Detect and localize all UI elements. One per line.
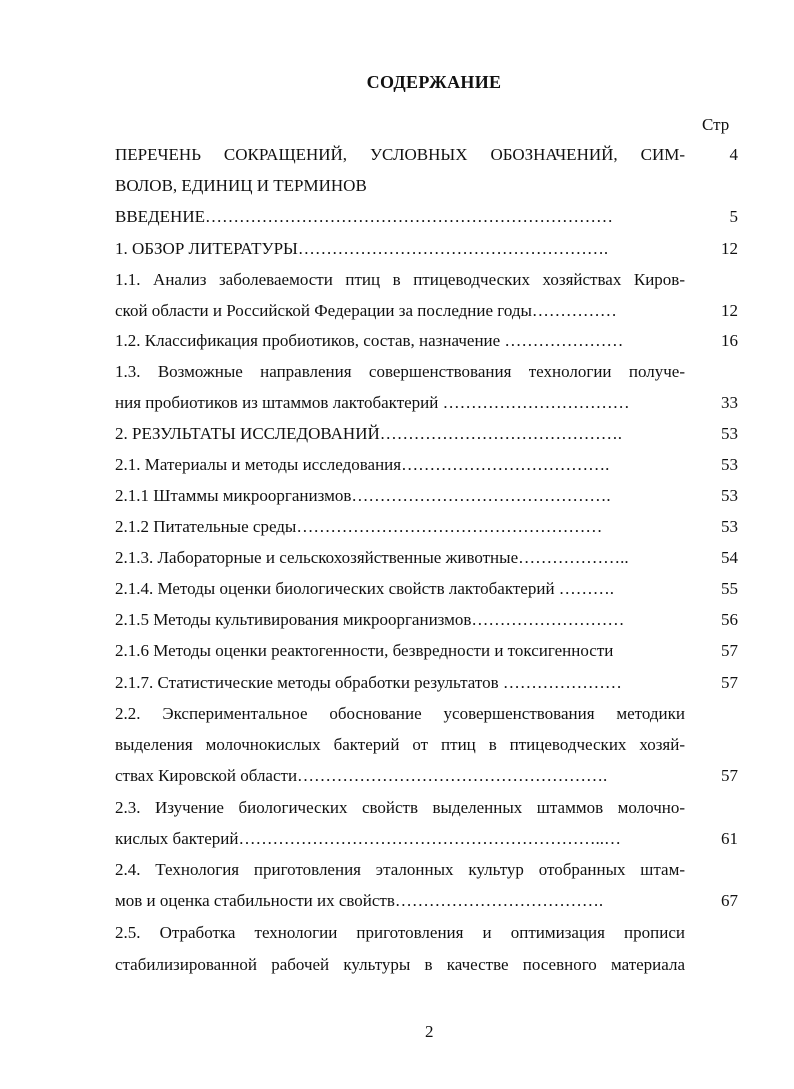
toc-entry-page: 12 [721, 239, 738, 258]
page-number: 2 [425, 1022, 434, 1041]
toc-entry-page: 5 [729, 207, 738, 226]
toc-entry-text: стабилизированной рабочей культуры в качестве посевного материала [115, 955, 685, 974]
toc-entry-text: 2.3. Изучение биологических свойств выделенных штаммов молочно- [115, 798, 685, 817]
toc-entry-text: 2.1.3. Лабораторные и сельскохозяйственные животные……………….. [115, 548, 629, 567]
toc-entry-text: ВВЕДЕНИЕ……………………………………………………………… [115, 207, 613, 226]
toc-entry-page: 57 [721, 766, 738, 785]
toc-entry-text: 2.1.1 Штаммы микроорганизмов………………………………………. [115, 486, 611, 505]
toc-entry-text: 2.2. Экспериментальное обоснование усовершенствования методики [115, 704, 685, 723]
toc-entry-text: 2.1.5 Методы культивирования микроорганизмов……………………… [115, 610, 625, 629]
toc-entry-text: 2.5. Отработка технологии приготовления и оптимизация прописи [115, 923, 685, 942]
toc-entry-page: 61 [721, 829, 738, 848]
toc-entry-page: 56 [721, 610, 738, 629]
toc-entry-page: 12 [721, 301, 738, 320]
toc-entry-page: 33 [721, 393, 738, 412]
toc-entry-page: 54 [721, 548, 738, 567]
toc-entry-text: 1. ОБЗОР ЛИТЕРАТУРЫ………………………………………………. [115, 239, 609, 258]
page-title: СОДЕРЖАНИЕ [366, 72, 502, 92]
toc-entry-page: 53 [721, 455, 738, 474]
page-column-header: Стр [702, 115, 730, 134]
toc-entry-text: 1.1. Анализ заболеваемости птиц в птицеводческих хозяйствах Киров- [115, 270, 685, 289]
toc-entry-text: мов и оценка стабильности их свойств………………………………. [115, 891, 604, 910]
toc-entry-text: ПЕРЕЧЕНЬ СОКРАЩЕНИЙ, УСЛОВНЫХ ОБОЗНАЧЕНИЙ, СИМ- [115, 145, 685, 164]
toc-entry-page: 55 [721, 579, 738, 598]
toc-entry-text: 2.1.7. Статистические методы обработки результатов ………………… [115, 673, 622, 692]
toc-entry-text: кислых бактерий………………………………………………………..… [115, 829, 621, 848]
toc-entry-text: ствах Кировской области………………………………………………. [115, 766, 608, 785]
toc-entry-page: 16 [721, 331, 738, 350]
toc-entry-page: 53 [721, 517, 738, 536]
toc-entry-text: ВОЛОВ, ЕДИНИЦ И ТЕРМИНОВ [115, 176, 367, 195]
toc-entry-page: 67 [721, 891, 738, 910]
toc-entry-text: 1.3. Возможные направления совершенствования технологии получе- [115, 362, 685, 381]
toc-entry-text: ния пробиотиков из штаммов лактобактерий …………………………… [115, 393, 630, 412]
toc-entry-text: 2.1.2 Питательные среды……………………………………………… [115, 517, 603, 536]
toc-entry-text: выделения молочнокислых бактерий от птиц в птицеводческих хозяй- [115, 735, 685, 754]
toc-entry-text: 2.1.4. Методы оценки биологических свойств лактобактерий ………. [115, 579, 615, 598]
toc-entry-page: 57 [721, 641, 738, 660]
toc-entry-text: 2.4. Технология приготовления эталонных культур отобранных штам- [115, 860, 685, 879]
toc-entry-page: 57 [721, 673, 738, 692]
toc-entry-text: 2.1. Материалы и методы исследования………………………………. [115, 455, 610, 474]
toc-entry-page: 53 [721, 486, 738, 505]
toc-entry-text: ской области и Российской Федерации за последние годы…………… [115, 301, 617, 320]
toc-entry-text: 1.2. Классификация пробиотиков, состав, назначение ………………… [115, 331, 624, 350]
toc-entry-text: 2. РЕЗУЛЬТАТЫ ИССЛЕДОВАНИЙ……………………………………. [115, 424, 622, 443]
toc-entry-text: 2.1.6 Методы оценки реактогенности, безвредности и токсигенности [115, 641, 614, 660]
toc-entry-page: 4 [729, 145, 738, 164]
toc-entry-page: 53 [721, 424, 738, 443]
